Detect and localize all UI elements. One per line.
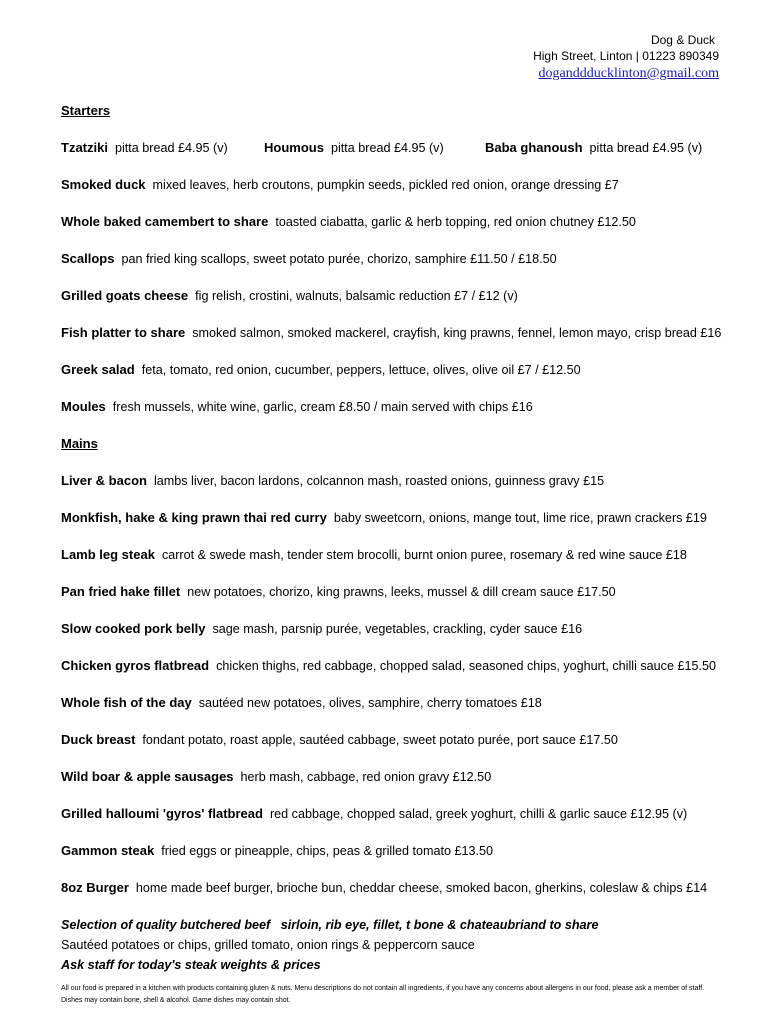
- menu-item: [61, 175, 741, 212]
- restaurant-name: Dog & Duck: [650, 33, 715, 47]
- dip-item: [485, 138, 702, 175]
- dish-name: Slow cooked pork belly: [61, 621, 206, 636]
- dish-description: fig relish, crostini, walnuts, balsamic reduction £7 / £12 (v): [195, 289, 518, 303]
- dish-name: Smoked duck: [61, 177, 146, 192]
- dish-description: sautéed new potatoes, olives, samphire, cherry tomatoes £18: [198, 696, 542, 710]
- dips-row: [61, 138, 741, 175]
- menu-item: [61, 323, 741, 360]
- menu-item: [61, 471, 741, 508]
- dish-description: chicken thighs, red cabbage, chopped salad, seasoned chips, yoghurt, chilli sauce £15.50: [216, 659, 716, 673]
- menu-item: [61, 360, 741, 397]
- menu-item: [61, 656, 741, 693]
- dish-description: toasted ciabatta, garlic & herb topping, red onion chutney £12.50: [275, 215, 636, 229]
- bone-shell-notice: Dishes may contain bone, shell & alcohol. Game dishes may contain shot.: [61, 997, 291, 1004]
- dish-name: Baba ghanoush: [485, 140, 583, 155]
- dish-name: Greek salad: [61, 362, 135, 377]
- menu-item: [61, 508, 741, 545]
- dish-name: Houmous: [264, 140, 324, 155]
- dish-name: Grilled goats cheese: [61, 288, 189, 303]
- dish-name: Whole fish of the day: [61, 695, 192, 710]
- allergen-notice: All our food is prepared in a kitchen with products containing gluten & nuts. Menu descriptions do not contain all ingredients, if you have any concerns about allergens in our food, please ask a member of staff.: [61, 985, 705, 992]
- menu-item: [61, 841, 741, 878]
- restaurant-email-link[interactable]: doganddducklinton@gmail.com: [538, 66, 719, 81]
- restaurant-header: [533, 32, 719, 83]
- menu-item: [61, 878, 741, 915]
- dish-description: pitta bread £4.95 (v): [330, 141, 444, 155]
- steak-cuts: sirloin, rib eye, fillet, t bone & chateaubriand to share: [280, 918, 599, 932]
- dish-name: Tzatziki: [61, 140, 108, 155]
- dish-name: Pan fried hake fillet: [61, 584, 181, 599]
- dish-description: feta, tomato, red onion, cucumber, peppers, lettuce, olives, olive oil £7 / £12.50: [141, 363, 581, 377]
- menu-item: [61, 730, 741, 767]
- mains-heading: Mains: [61, 436, 98, 451]
- menu-item: [61, 249, 741, 286]
- dish-name: Chicken gyros flatbread: [61, 658, 210, 673]
- dish-name: Grilled halloumi 'gyros' flatbread: [61, 806, 263, 821]
- dish-name: 8oz Burger: [61, 880, 129, 895]
- dish-name: Gammon steak: [61, 843, 155, 858]
- steak-selection-lead: Selection of quality butchered beef: [61, 918, 271, 932]
- menu-item: [61, 286, 741, 323]
- steak-selection-line: [61, 915, 741, 935]
- dish-name: Fish platter to share: [61, 325, 186, 340]
- dish-description: carrot & swede mash, tender stem brocolli, burnt onion puree, rosemary & red wine sauce £18: [161, 548, 687, 562]
- dish-description: pitta bread £4.95 (v): [589, 141, 703, 155]
- dish-description: red cabbage, chopped salad, greek yoghurt, chilli & garlic sauce £12.95 (v): [269, 807, 688, 821]
- dish-description: smoked salmon, smoked mackerel, crayfish, king prawns, fennel, lemon mayo, crisp bread £16: [192, 326, 722, 340]
- menu-item: [61, 619, 741, 656]
- dish-name: Moules: [61, 399, 106, 414]
- menu-item: [61, 212, 741, 249]
- menu-body: [61, 101, 741, 975]
- dish-description: herb mash, cabbage, red onion gravy £12.50: [240, 770, 492, 784]
- steak-ask-staff-line: Ask staff for today's steak weights & prices: [61, 958, 321, 972]
- dish-name: Whole baked camembert to share: [61, 214, 269, 229]
- dish-name: Duck breast: [61, 732, 136, 747]
- restaurant-address: High Street, Linton | 01223 890349: [533, 49, 719, 63]
- dish-description: new potatoes, chorizo, king prawns, leeks, mussel & dill cream sauce £17.50: [187, 585, 616, 599]
- steak-section: [61, 915, 741, 975]
- dish-description: home made beef burger, brioche bun, cheddar cheese, smoked bacon, gherkins, coleslaw & chips £14: [135, 881, 708, 895]
- menu-item: [61, 804, 741, 841]
- menu-item: [61, 545, 741, 582]
- allergen-footer: [61, 983, 721, 1007]
- menu-item: [61, 582, 741, 619]
- dish-description: fondant potato, roast apple, sautéed cabbage, sweet potato purée, port sauce £17.50: [142, 733, 618, 747]
- steak-sides-line: Sautéed potatoes or chips, grilled tomato, onion rings & peppercorn sauce: [61, 938, 475, 952]
- dish-description: pitta bread £4.95 (v): [114, 141, 228, 155]
- starters-heading: Starters: [61, 103, 111, 118]
- dish-name: Monkfish, hake & king prawn thai red curry: [61, 510, 327, 525]
- menu-item: [61, 767, 741, 804]
- dip-item: [264, 138, 485, 175]
- dish-description: pan fried king scallops, sweet potato purée, chorizo, samphire £11.50 / £18.50: [121, 252, 557, 266]
- dish-description: lambs liver, bacon lardons, colcannon mash, roasted onions, guinness gravy £15: [153, 474, 605, 488]
- dip-item: [61, 138, 264, 175]
- dish-description: sage mash, parsnip purée, vegetables, crackling, cyder sauce £16: [212, 622, 583, 636]
- dish-name: Lamb leg steak: [61, 547, 155, 562]
- dish-description: fresh mussels, white wine, garlic, cream £8.50 / main served with chips £16: [112, 400, 533, 414]
- menu-item: [61, 693, 741, 730]
- dish-description: baby sweetcorn, onions, mange tout, lime rice, prawn crackers £19: [333, 511, 707, 525]
- dish-name: Wild boar & apple sausages: [61, 769, 234, 784]
- dish-description: fried eggs or pineapple, chips, peas & grilled tomato £13.50: [161, 844, 494, 858]
- dish-description: mixed leaves, herb croutons, pumpkin seeds, pickled red onion, orange dressing £7: [152, 178, 619, 192]
- menu-item: [61, 397, 741, 434]
- dish-name: Liver & bacon: [61, 473, 147, 488]
- dish-name: Scallops: [61, 251, 115, 266]
